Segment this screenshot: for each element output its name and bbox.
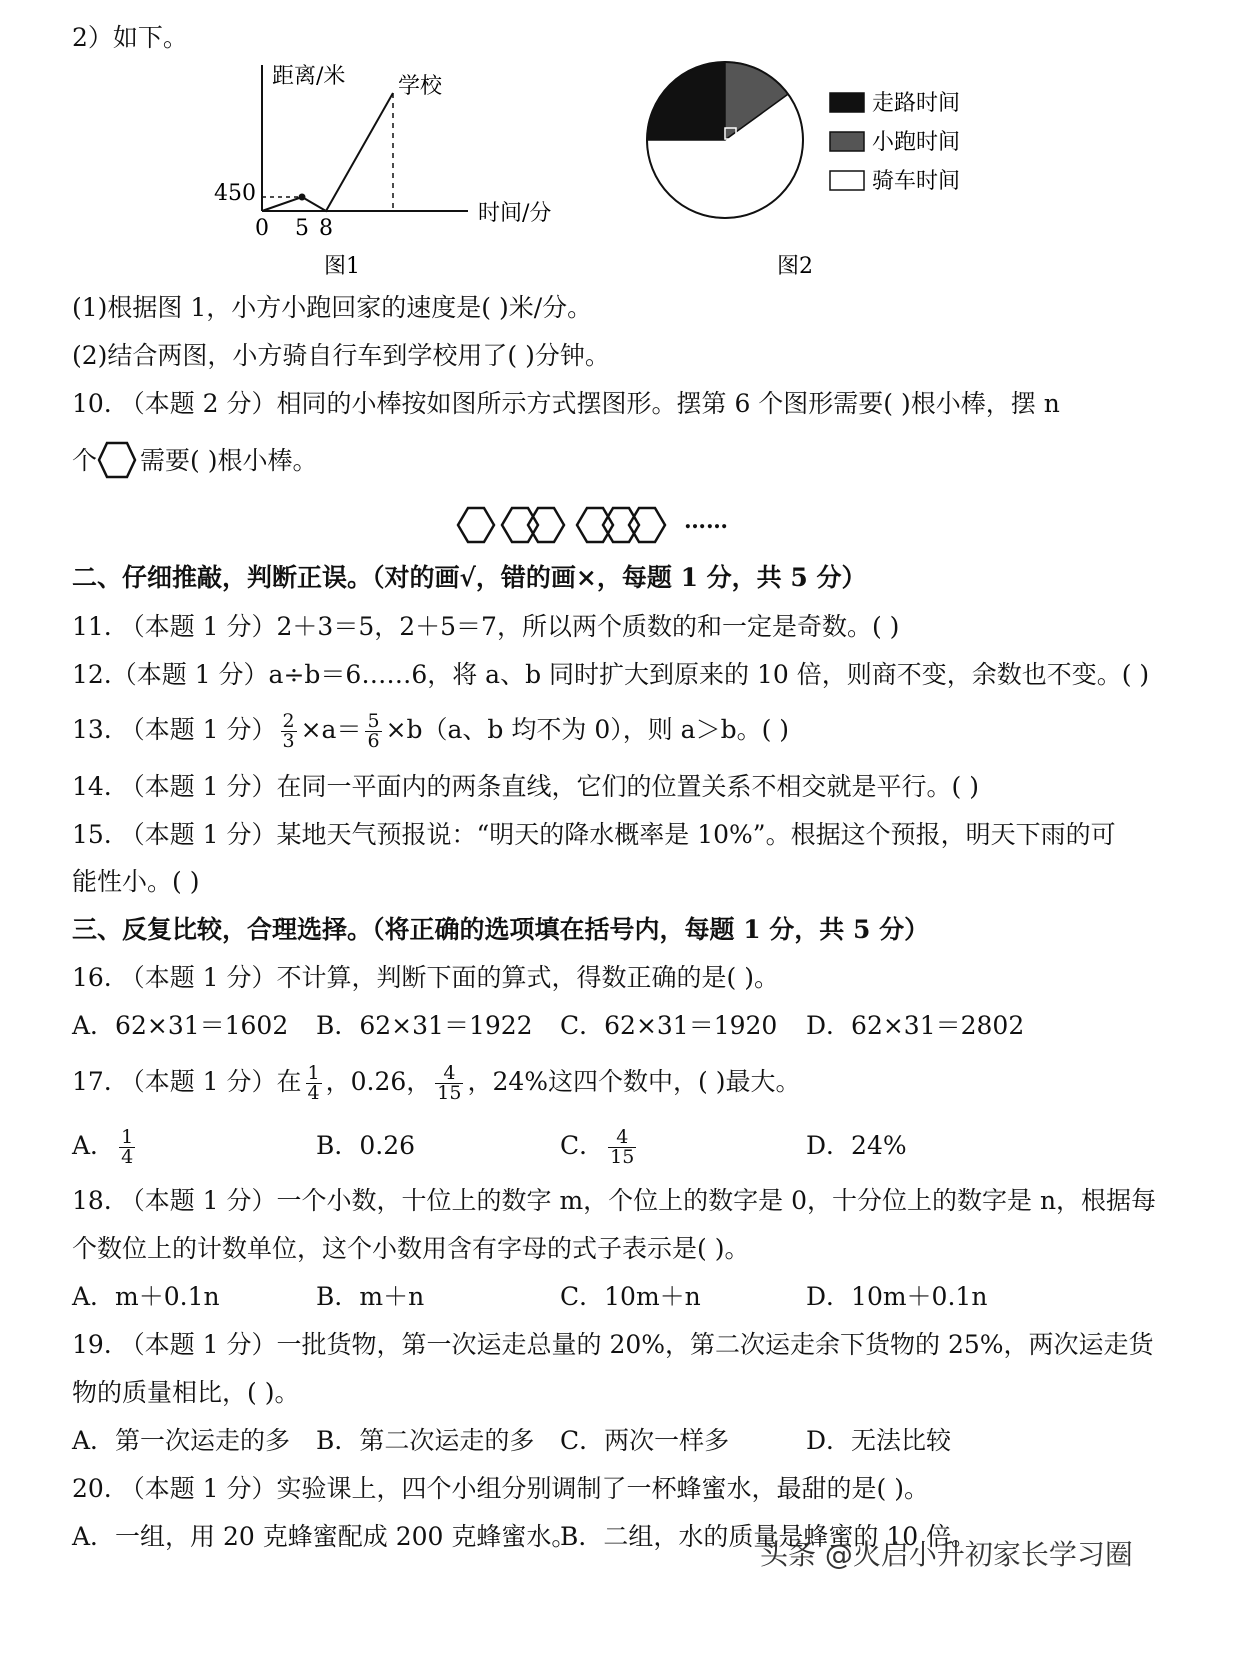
y-axis-label: 距离/米: [272, 64, 346, 89]
q13-prefix: 13. （本题 1 分）: [72, 715, 277, 744]
fraction-denominator: 6: [367, 730, 380, 752]
pattern-2-hexagon-b: [528, 508, 564, 542]
legend-swatch-walk: [830, 93, 864, 112]
q17-option-b: B．0.26: [316, 1131, 416, 1160]
question-19-line1: 19. （本题 1 分）一批货物，第一次运走总量的 20%，第二次运走余下货物的 25%，两次运走货: [72, 1330, 1154, 1359]
turnaround-point: [299, 194, 306, 201]
q16-option-a: A．62×31＝1602: [72, 1011, 289, 1040]
question-15-line2: 能性小。( ): [72, 867, 200, 896]
question-18-line1: 18. （本题 1 分）一个小数，十位上的数字 m，个位上的数字是 0，十分位上的数字是 n，根据每: [72, 1186, 1157, 1215]
legend-label-bike: 骑车时间: [872, 169, 961, 194]
q16-option-c: C．62×31＝1920: [560, 1011, 778, 1040]
q17-suffix: ，24%这四个数中，( )最大。: [467, 1067, 801, 1096]
fraction-one-quarter: [119, 1128, 135, 1167]
fraction-denominator: 15: [437, 1082, 462, 1104]
fraction-four-fifteenths: [608, 1128, 636, 1167]
figure2-pie-chart: [630, 55, 990, 285]
q17-middle: ，0.26，: [325, 1067, 432, 1096]
fraction-five-sixths: [365, 712, 381, 751]
q19-option-b: B．第二次运走的多: [316, 1426, 535, 1455]
q18-option-a: A．m＋0.1n: [72, 1282, 220, 1311]
question-10-line2-prefix: 个: [72, 446, 98, 475]
q17-option-d: D．24%: [806, 1131, 907, 1160]
q17-option-a-letter: A．: [72, 1131, 116, 1160]
question-19-line2: 物的质量相比，( )。: [72, 1378, 300, 1407]
legend-label-walk: 走路时间: [872, 91, 961, 116]
x-tick-0: 0: [255, 216, 269, 241]
question-10-line2: 需要( )根小棒。: [140, 446, 318, 475]
distance-series-line: [262, 93, 393, 211]
fraction-four-fifteenths: [435, 1064, 463, 1103]
figure1-caption: 图1: [324, 254, 360, 279]
fraction-numerator: 4: [608, 1128, 636, 1148]
q17-option-a: [72, 1122, 139, 1170]
x-tick-8: 8: [319, 216, 333, 241]
q20-option-a: A．一组，用 20 克蜂蜜配成 200 克蜂蜜水。: [72, 1522, 577, 1551]
legend-swatch-jog: [830, 132, 864, 151]
fraction-numerator: 1: [121, 1126, 134, 1148]
question-18-line2: 个数位上的计数单位，这个小数用含有字母的式子表示是( )。: [72, 1234, 750, 1263]
pattern-3-hexagon-b: [603, 508, 639, 542]
x-tick-5: 5: [295, 216, 309, 241]
question-12: 12.（本题 1 分）a÷b＝6……6，将 a、b 同时扩大到原来的 10 倍，则商不变，余数也不变。( ): [72, 660, 1150, 689]
pattern-1-hexagon: [458, 508, 494, 542]
q18-option-d: D．10m＋0.1n: [806, 1282, 988, 1311]
section-3-heading: 三、反复比较，合理选择。（将正确的选项填在括号内，每题 1 分，共 5 分）: [72, 915, 930, 944]
fraction-denominator: 15: [610, 1146, 635, 1168]
fraction-numerator: 4: [435, 1064, 463, 1084]
pattern-2-hexagon-a: [502, 508, 538, 542]
fraction-denominator: 4: [121, 1146, 134, 1168]
school-label: 学校: [398, 74, 443, 99]
fraction-numerator: 1: [307, 1062, 320, 1084]
hexagon-icon: [97, 440, 137, 480]
fraction-one-quarter: [306, 1064, 322, 1103]
watermark: 头条 @火启小升初家长学习圈: [760, 1538, 1133, 1571]
q13-suffix: ×b（a、b 均不为 0），则 a＞b。( ): [385, 715, 790, 744]
x-axis-label: 时间/分: [478, 201, 552, 226]
q13-middle: ×a＝: [300, 715, 362, 744]
pie: [647, 62, 803, 218]
q16-option-b: B．62×31＝1922: [316, 1011, 533, 1040]
question-11: 11. （本题 1 分）2＋3＝5，2＋5＝7，所以两个质数的和一定是奇数。( ): [72, 612, 900, 641]
fraction-numerator: 5: [367, 710, 380, 732]
question-14: 14. （本题 1 分）在同一平面内的两条直线，它们的位置关系不相交就是平行。( ): [72, 772, 979, 801]
legend-swatch-bike: [830, 171, 864, 190]
pattern-3-hexagon-c: [629, 508, 665, 542]
fraction-denominator: 4: [307, 1082, 320, 1104]
question-16: 16. （本题 1 分）不计算，判断下面的算式，得数正确的是( )。: [72, 963, 779, 992]
q19-option-d: D．无法比较: [806, 1426, 952, 1455]
fraction-two-thirds: [281, 712, 297, 751]
y-tick-450: 450: [214, 181, 256, 206]
pattern-3-hexagon-a: [577, 508, 613, 542]
question-20: 20. （本题 1 分）实验课上，四个小组分别调制了一杯蜂蜜水，最甜的是( )。: [72, 1474, 929, 1503]
question-15-line1: 15. （本题 1 分）某地天气预报说：“明天的降水概率是 10%”。根据这个预报，明天下雨的可: [72, 820, 1116, 849]
q17-prefix: 17. （本题 1 分）在: [72, 1067, 302, 1096]
question-17: [72, 1058, 801, 1106]
q20-option-b: B．二组，水的质量是蜂蜜的 10 倍。: [560, 1522, 977, 1551]
question-9-part2: (2)结合两图，小方骑自行车到学校用了( )分钟。: [72, 341, 610, 370]
fraction-numerator: 2: [282, 710, 295, 732]
legend-label-jog: 小跑时间: [872, 130, 961, 155]
pie-slice-walk: [647, 62, 725, 140]
hexagon-pattern-figure: [455, 502, 700, 550]
question-13: [72, 706, 789, 754]
question-9-part1: (1)根据图 1，小方小跑回家的速度是( )米/分。: [72, 293, 593, 322]
figure2-caption: 图2: [777, 254, 813, 279]
pattern-ellipsis: ……: [684, 508, 728, 534]
fraction-denominator: 3: [282, 730, 295, 752]
intro-text: 2）如下。: [72, 23, 188, 52]
q16-option-d: D．62×31＝2802: [806, 1011, 1025, 1040]
question-10-line1: 10. （本题 2 分）相同的小棒按如图所示方式摆图形。摆第 6 个图形需要( )根小棒，摆 n: [72, 389, 1060, 418]
section-2-heading: 二、仔细推敲，判断正误。（对的画√，错的画×，每题 1 分，共 5 分）: [72, 563, 867, 592]
q17-option-c: [560, 1122, 640, 1170]
figure1-line-chart: [200, 55, 580, 285]
q17-option-c-letter: C．: [560, 1131, 605, 1160]
q19-option-a: A．第一次运走的多: [72, 1426, 291, 1455]
q18-option-b: B．m＋n: [316, 1282, 425, 1311]
q19-option-c: C．两次一样多: [560, 1426, 730, 1455]
q18-option-c: C．10m＋n: [560, 1282, 701, 1311]
